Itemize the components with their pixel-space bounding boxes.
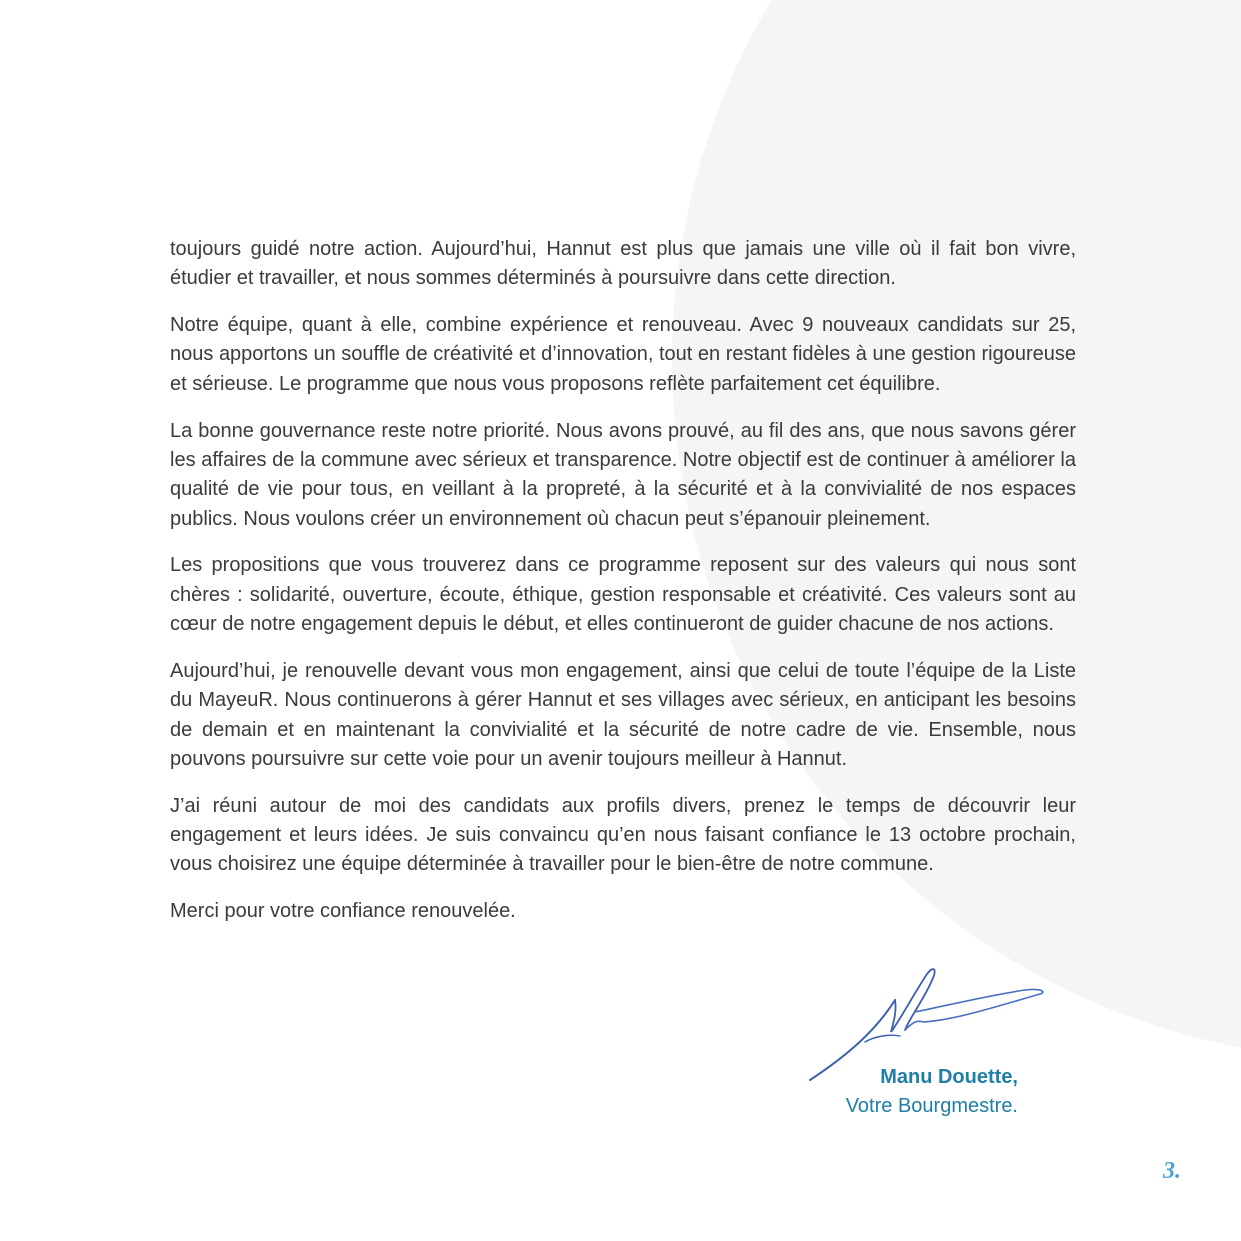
letter-paragraph: Les propositions que vous trouverez dans ce programme reposent sur des valeurs qui nous sont chères : solidarité, ouverture, écoute, éthique, gestion responsable et créativité. Ces valeurs sont au cœur de notre engagement depuis le début, et elles continueront de guider chacune de nos actions. [170, 554, 1076, 636]
letter-paragraph: La bonne gouvernance reste notre priorité. Nous avons prouvé, au fil des ans, que nous savons gérer les affaires de la commune avec sérieux et transparence. Notre objectif est de continuer à améliorer la qualité de vie pour tous, en veillant à la propreté, à la sécurité et à la convivialité de nos espaces publics. Nous voulons créer un environnement où chacun peut s’épanouir pleinement. [170, 419, 1076, 530]
letter-paragraph: toujours guidé notre action. Aujourd’hui, Hannut est plus que jamais une ville où il fait bon vivre, étudier et travailler, et nous sommes déterminés à poursuivre dans cette direction. [170, 238, 1076, 290]
signer-role: Votre Bourgmestre. [845, 1095, 1018, 1117]
letter-body [170, 235, 1076, 944]
letter-paragraph: Notre équipe, quant à elle, combine expérience et renouveau. Avec 9 nouveaux candidats sur 25, nous apportons un souffle de créativité et d’innovation, tout en restant fidèles à une gestion rigoureuse et sérieuse. Le programme que nous vous proposons reflète parfaitement cet équilibre. [170, 314, 1076, 395]
letter-paragraph: Merci pour votre confiance renouvelée. [170, 900, 516, 923]
signer-name: Manu Douette, [880, 1066, 1018, 1088]
page-number: 3. [1163, 1158, 1181, 1184]
signature-block [846, 1063, 1018, 1121]
letter-paragraph: Aujourd’hui, je renouvelle devant vous mon engagement, ainsi que celui de toute l’équipe de la Liste du MayeuR. Nous continuerons à gérer Hannut et ses villages avec sérieux, en anticipant les besoins de demain et en maintenant la convivialité et la sécurité de notre cadre de vie. Ensemble, nous pouvons poursuivre sur cette voie pour un avenir toujours meilleur à Hannut. [170, 659, 1076, 770]
letter-paragraph: J’ai réuni autour de moi des candidats aux profils divers, prenez le temps de découvrir leur engagement et leurs idées. Je suis convaincu qu’en nous faisant confiance le 13 octobre prochain, vous choisirez une équipe déterminée à travailler pour le bien-être de notre commune. [170, 794, 1076, 876]
